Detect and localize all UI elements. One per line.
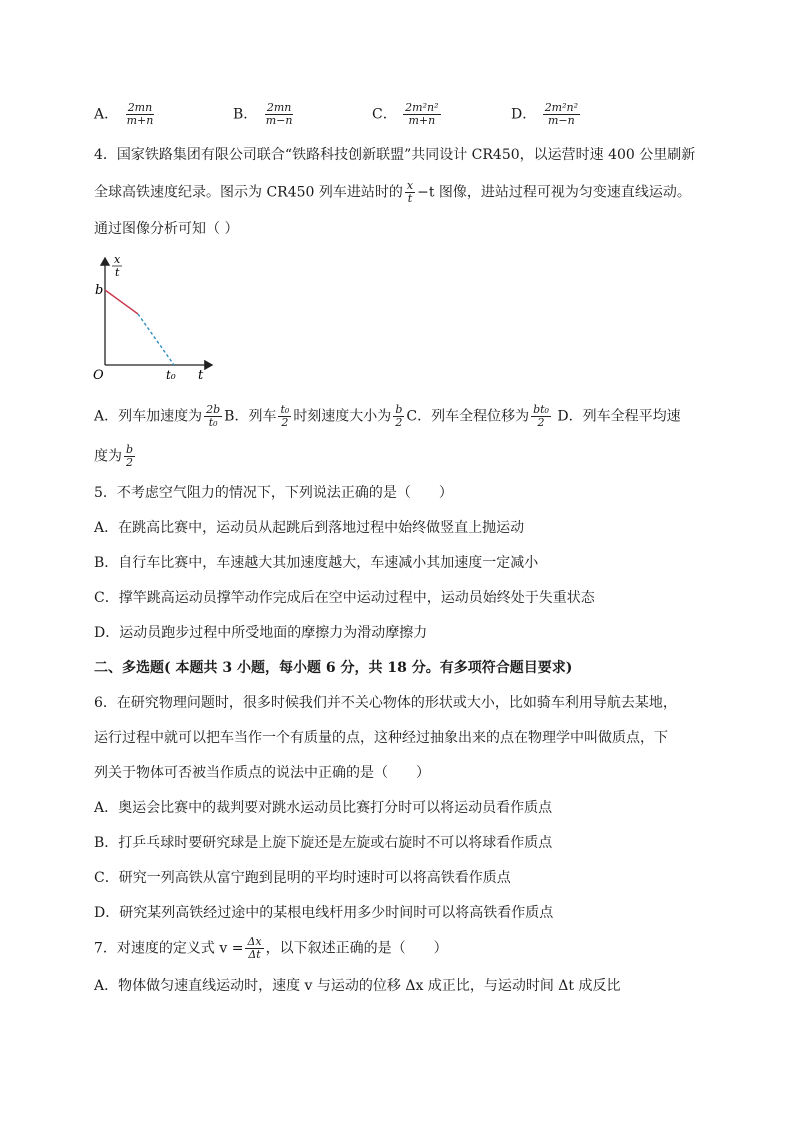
numerator: 2m²n² <box>544 101 579 114</box>
denominator: Δt <box>248 948 261 961</box>
fraction <box>124 444 135 469</box>
q6-line-2: 运行过程中就可以把车当作一个有质量的点，这种经过抽象出来的点在物理学中叫做质点，下 <box>94 730 668 746</box>
q4-line-2-b: −t 图像，进站过程可视为匀变速直线运动。 <box>417 184 691 201</box>
numerator: 2mn <box>266 101 292 114</box>
q7-option-a: A．物体做匀速直线运动时，速度 v 与运动的位移 Δx 成正比，与运动时间 Δt 成反比 <box>94 978 621 994</box>
solid-segment <box>105 290 138 314</box>
axis-label-x-over-t-den: t <box>115 266 120 279</box>
q6-option-b: B．打乒乓球时要研究球是上旋下旋还是左旋或右旋时不可以将球看作质点 <box>94 835 553 851</box>
denominator: m−n <box>265 114 293 127</box>
fraction <box>278 404 291 429</box>
denominator: 2 <box>395 416 403 429</box>
q4-option-b: B．列车 <box>224 408 277 425</box>
numerator: bt₀ <box>533 403 549 416</box>
b-label: b <box>95 283 104 298</box>
denominator: 2 <box>126 456 134 469</box>
axis-label-x-over-t-num: x <box>114 253 121 266</box>
denominator: m+n <box>408 114 436 127</box>
numerator: b <box>395 403 403 416</box>
q3-option-b <box>233 102 296 127</box>
denominator: 2 <box>281 416 289 429</box>
fraction <box>264 102 295 127</box>
fraction <box>204 404 222 429</box>
q4-option-d-line-2 <box>94 444 137 469</box>
q3-option-c <box>372 102 443 127</box>
denominator: t <box>407 192 413 205</box>
t0-label: t₀ <box>166 368 176 382</box>
numerator: b <box>126 443 134 456</box>
fraction <box>403 102 440 127</box>
numerator: 2mn <box>127 101 153 114</box>
dashed-segment <box>138 314 174 365</box>
numerator: t₀ <box>280 403 290 416</box>
q6-line-1: 6．在研究物理问题时，很多时候我们并不关心物体的形状或大小，比如骑车利用导航去某地， <box>94 695 677 711</box>
q4-options-line <box>94 404 681 429</box>
q4-graph <box>90 252 220 382</box>
q6-option-d: D．研究某列高铁经过途中的某根电线杆用多少时间时可以将高铁看作质点 <box>94 905 554 921</box>
q7-stem-a: 7．对速度的定义式 v = <box>94 940 244 957</box>
option-label: D． <box>511 106 537 123</box>
section-heading: 二、多选题( 本题共 3 小题，每小题 6 分，共 18 分。有多项符合题目要求) <box>94 660 573 676</box>
q5-option-a: A．在跳高比赛中，运动员从起跳后到落地过程中始终做竖直上抛运动 <box>94 520 525 536</box>
q6-line-3: 列关于物体可否被当作质点的说法中正确的是（ ） <box>94 765 430 781</box>
q4-option-d: D．列车全程平均速 <box>557 408 681 425</box>
q6-option-c: C．研究一列高铁从富宁跑到昆明的平均时速时可以将高铁看作质点 <box>94 870 511 886</box>
q4-option-a: A．列车加速度为 <box>94 408 203 425</box>
option-label: B． <box>233 106 258 123</box>
q7-stem-b: ，以下叙述正确的是（ ） <box>265 940 448 957</box>
origin-label: O <box>93 368 104 382</box>
q5-option-b: B．自行车比赛中，车速越大其加速度越大，车速减小其加速度一定减小 <box>94 555 539 571</box>
option-label: C． <box>372 106 397 123</box>
denominator: m−n <box>547 114 575 127</box>
fraction <box>125 102 156 127</box>
q4-line-2 <box>94 180 691 205</box>
denominator: t₀ <box>208 416 218 429</box>
q5-stem: 5．不考虑空气阻力的情况下，下列说法正确的是（ ） <box>94 485 453 501</box>
q7-stem <box>94 936 448 961</box>
option-label: A． <box>94 106 119 123</box>
q4-option-b-text: 时刻速度大小为 <box>293 408 392 425</box>
fraction <box>393 404 404 429</box>
fraction <box>531 404 551 429</box>
numerator: Δx <box>247 935 262 948</box>
q6-option-a: A．奥运会比赛中的裁判要对跳水运动员比赛打分时可以将运动员看作质点 <box>94 800 553 816</box>
q4-line-3: 通过图像分析可知（ ） <box>94 221 239 237</box>
t-label: t <box>198 368 204 382</box>
fraction <box>405 180 415 205</box>
fraction <box>245 936 263 961</box>
numerator: 2b <box>206 403 221 416</box>
numerator: 2m²n² <box>405 101 439 114</box>
q3-option-d <box>511 102 582 127</box>
denominator: m+n <box>126 114 154 127</box>
fraction <box>543 102 580 127</box>
q3-option-a <box>94 102 157 127</box>
q4-option-d-text: 度为 <box>94 448 122 465</box>
numerator: x <box>406 179 414 192</box>
denominator: 2 <box>537 416 545 429</box>
q5-option-c: C．撑竿跳高运动员撑竿动作完成后在空中运动过程中，运动员始终处于失重状态 <box>94 590 595 606</box>
q4-line-1: 4．国家铁路集团有限公司联合“铁路科技创新联盟”共同设计 CR450，以运营时速 400 公里刷新 <box>94 147 696 163</box>
q4-line-2-a: 全球高铁速度纪录。图示为 CR450 列车进站时的 <box>94 184 403 201</box>
q5-option-d: D．运动员跑步过程中所受地面的摩擦力为滑动摩擦力 <box>94 625 428 641</box>
q4-option-c: C．列车全程位移为 <box>406 408 530 425</box>
